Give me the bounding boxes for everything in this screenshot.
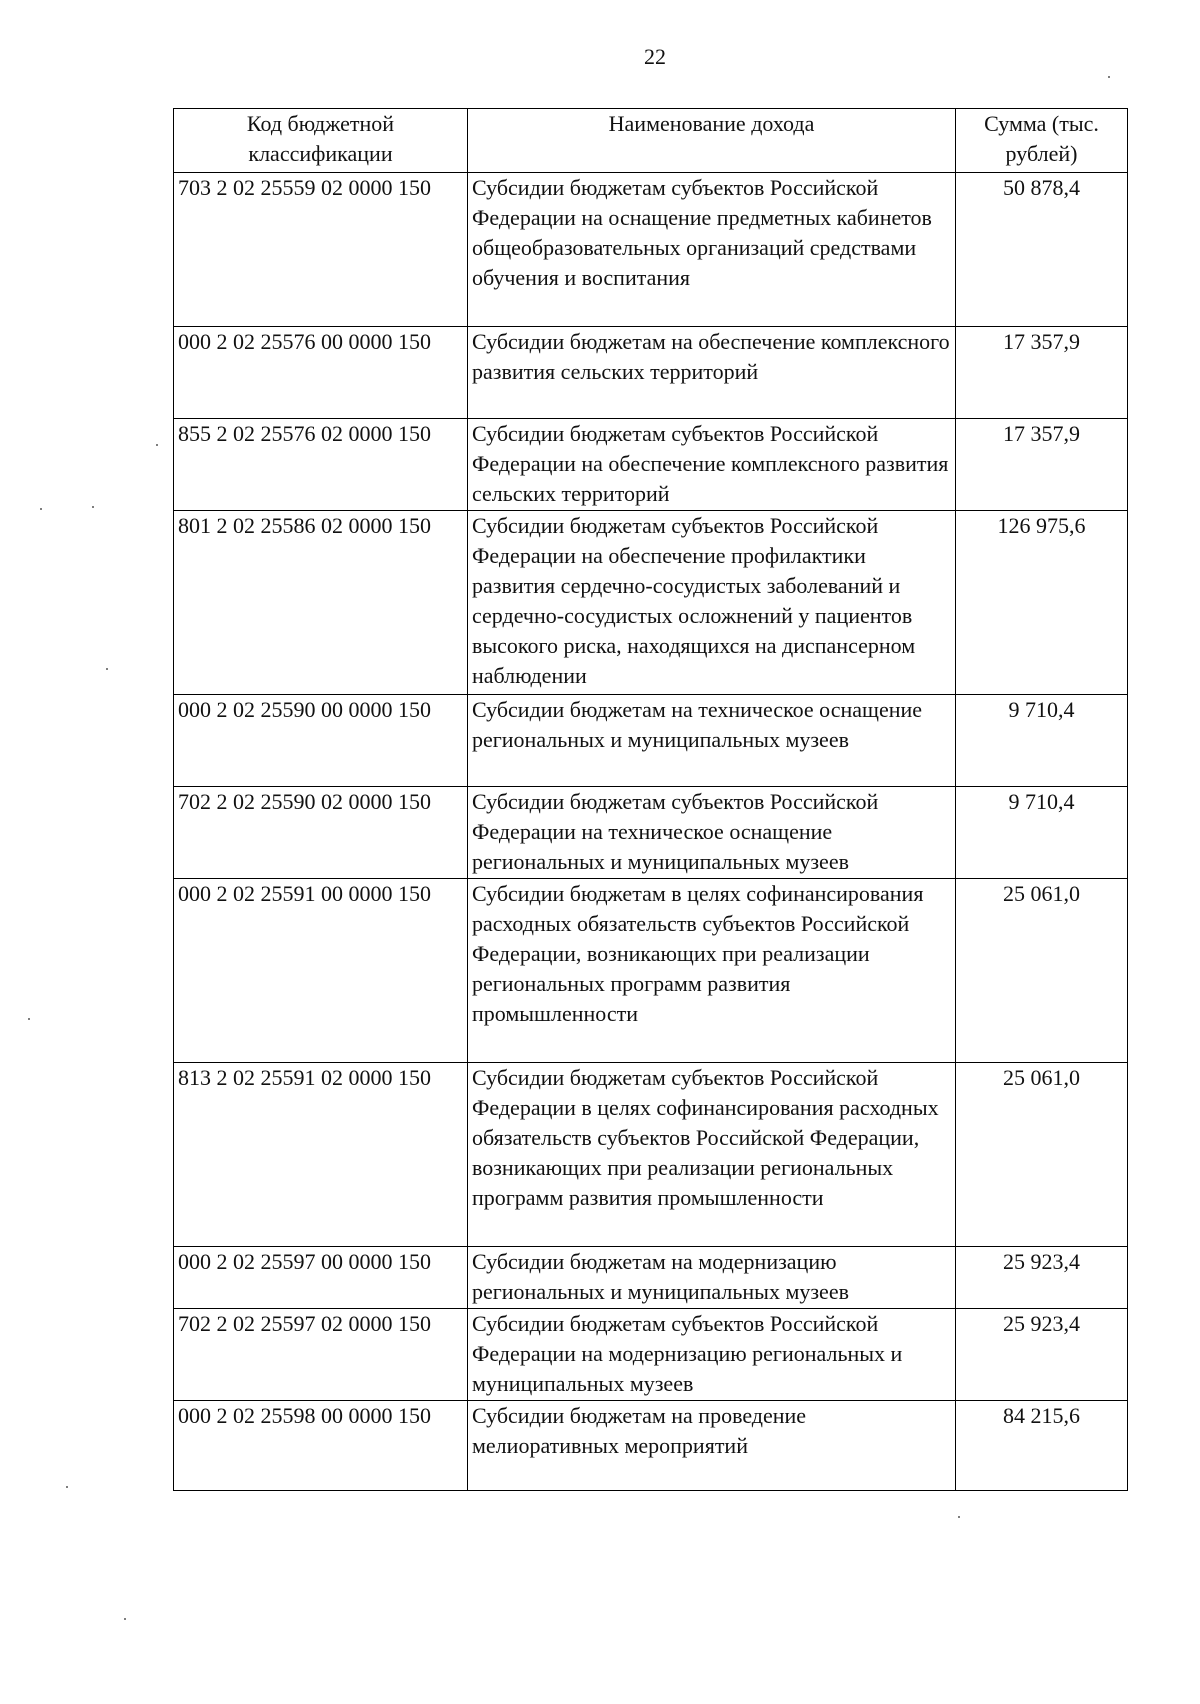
- row-code: 702 2 02 25597 02 0000 150: [174, 1309, 468, 1401]
- row-sum: 84 215,6: [956, 1401, 1128, 1491]
- row-sum: 9 710,4: [956, 787, 1128, 879]
- table-row: [174, 695, 1128, 787]
- scan-speck: [28, 1018, 30, 1020]
- table-row: [174, 879, 1128, 1063]
- row-sum: 126 975,6: [956, 511, 1128, 695]
- row-name: Субсидии бюджетам субъектов Российской Федерации на оснащение предметных кабинетов общеобразовательных организаций средствами обучения и воспитания: [468, 173, 956, 327]
- row-sum: 25 061,0: [956, 1063, 1128, 1247]
- scan-speck: [1108, 76, 1110, 78]
- table-row: [174, 511, 1128, 695]
- row-code: 702 2 02 25590 02 0000 150: [174, 787, 468, 879]
- row-sum: 25 061,0: [956, 879, 1128, 1063]
- table-row: [174, 173, 1128, 327]
- row-code: 855 2 02 25576 02 0000 150: [174, 419, 468, 511]
- row-name: Субсидии бюджетам в целях софинансирования расходных обязательств субъектов Российской Федерации, возникающих при реализации региональных программ развития промышленности: [468, 879, 956, 1063]
- row-sum: 17 357,9: [956, 419, 1128, 511]
- scan-speck: [124, 1618, 126, 1620]
- row-name: Субсидии бюджетам на модернизацию региональных и муниципальных музеев: [468, 1247, 956, 1309]
- row-code: 813 2 02 25591 02 0000 150: [174, 1063, 468, 1247]
- scan-speck: [958, 1516, 960, 1518]
- header-name: Наименование дохода: [468, 109, 956, 173]
- scan-speck: [40, 508, 42, 510]
- row-name: Субсидии бюджетам субъектов Российской Федерации на обеспечение профилактики развития сердечно-сосудистых заболеваний и сердечно-сосудистых осложнений у пациентов высокого риска, находящихся на диспансерном наблюдении: [468, 511, 956, 695]
- row-name: Субсидии бюджетам на техническое оснащение региональных и муниципальных музеев: [468, 695, 956, 787]
- row-code: 801 2 02 25586 02 0000 150: [174, 511, 468, 695]
- row-code: 000 2 02 25598 00 0000 150: [174, 1401, 468, 1491]
- table-row: [174, 327, 1128, 419]
- row-sum: 25 923,4: [956, 1247, 1128, 1309]
- table-body: [174, 173, 1128, 1491]
- header-code: Код бюджетной классификации: [174, 109, 468, 173]
- row-code: 000 2 02 25597 00 0000 150: [174, 1247, 468, 1309]
- row-name: Субсидии бюджетам субъектов Российской Федерации на модернизацию региональных и муниципальных музеев: [468, 1309, 956, 1401]
- table-row: [174, 1063, 1128, 1247]
- table-row: [174, 1247, 1128, 1309]
- table-row: [174, 787, 1128, 879]
- row-sum: 25 923,4: [956, 1309, 1128, 1401]
- scan-speck: [92, 506, 94, 508]
- scan-speck: [156, 444, 158, 446]
- row-code: 000 2 02 25576 00 0000 150: [174, 327, 468, 419]
- table-header: [174, 109, 1128, 173]
- row-name: Субсидии бюджетам на проведение мелиоративных мероприятий: [468, 1401, 956, 1491]
- scan-speck: [66, 1486, 68, 1488]
- table-row: [174, 419, 1128, 511]
- row-sum: 9 710,4: [956, 695, 1128, 787]
- budget-revenue-table: [173, 108, 1128, 1491]
- row-code: 000 2 02 25591 00 0000 150: [174, 879, 468, 1063]
- row-name: Субсидии бюджетам субъектов Российской Федерации на обеспечение комплексного развития сельских территорий: [468, 419, 956, 511]
- scan-speck: [106, 668, 108, 670]
- row-name: Субсидии бюджетам на обеспечение комплексного развития сельских территорий: [468, 327, 956, 419]
- row-sum: 50 878,4: [956, 173, 1128, 327]
- page-number: 22: [644, 44, 666, 69]
- row-name: Субсидии бюджетам субъектов Российской Федерации на техническое оснащение региональных и муниципальных музеев: [468, 787, 956, 879]
- table-row: [174, 1309, 1128, 1401]
- row-sum: 17 357,9: [956, 327, 1128, 419]
- row-code: 703 2 02 25559 02 0000 150: [174, 173, 468, 327]
- header-sum: Сумма (тыс. рублей): [956, 109, 1128, 173]
- row-code: 000 2 02 25590 00 0000 150: [174, 695, 468, 787]
- row-name: Субсидии бюджетам субъектов Российской Федерации в целях софинансирования расходных обязательств субъектов Российской Федерации, возникающих при реализации региональных программ развития промышленности: [468, 1063, 956, 1247]
- table-row: [174, 1401, 1128, 1491]
